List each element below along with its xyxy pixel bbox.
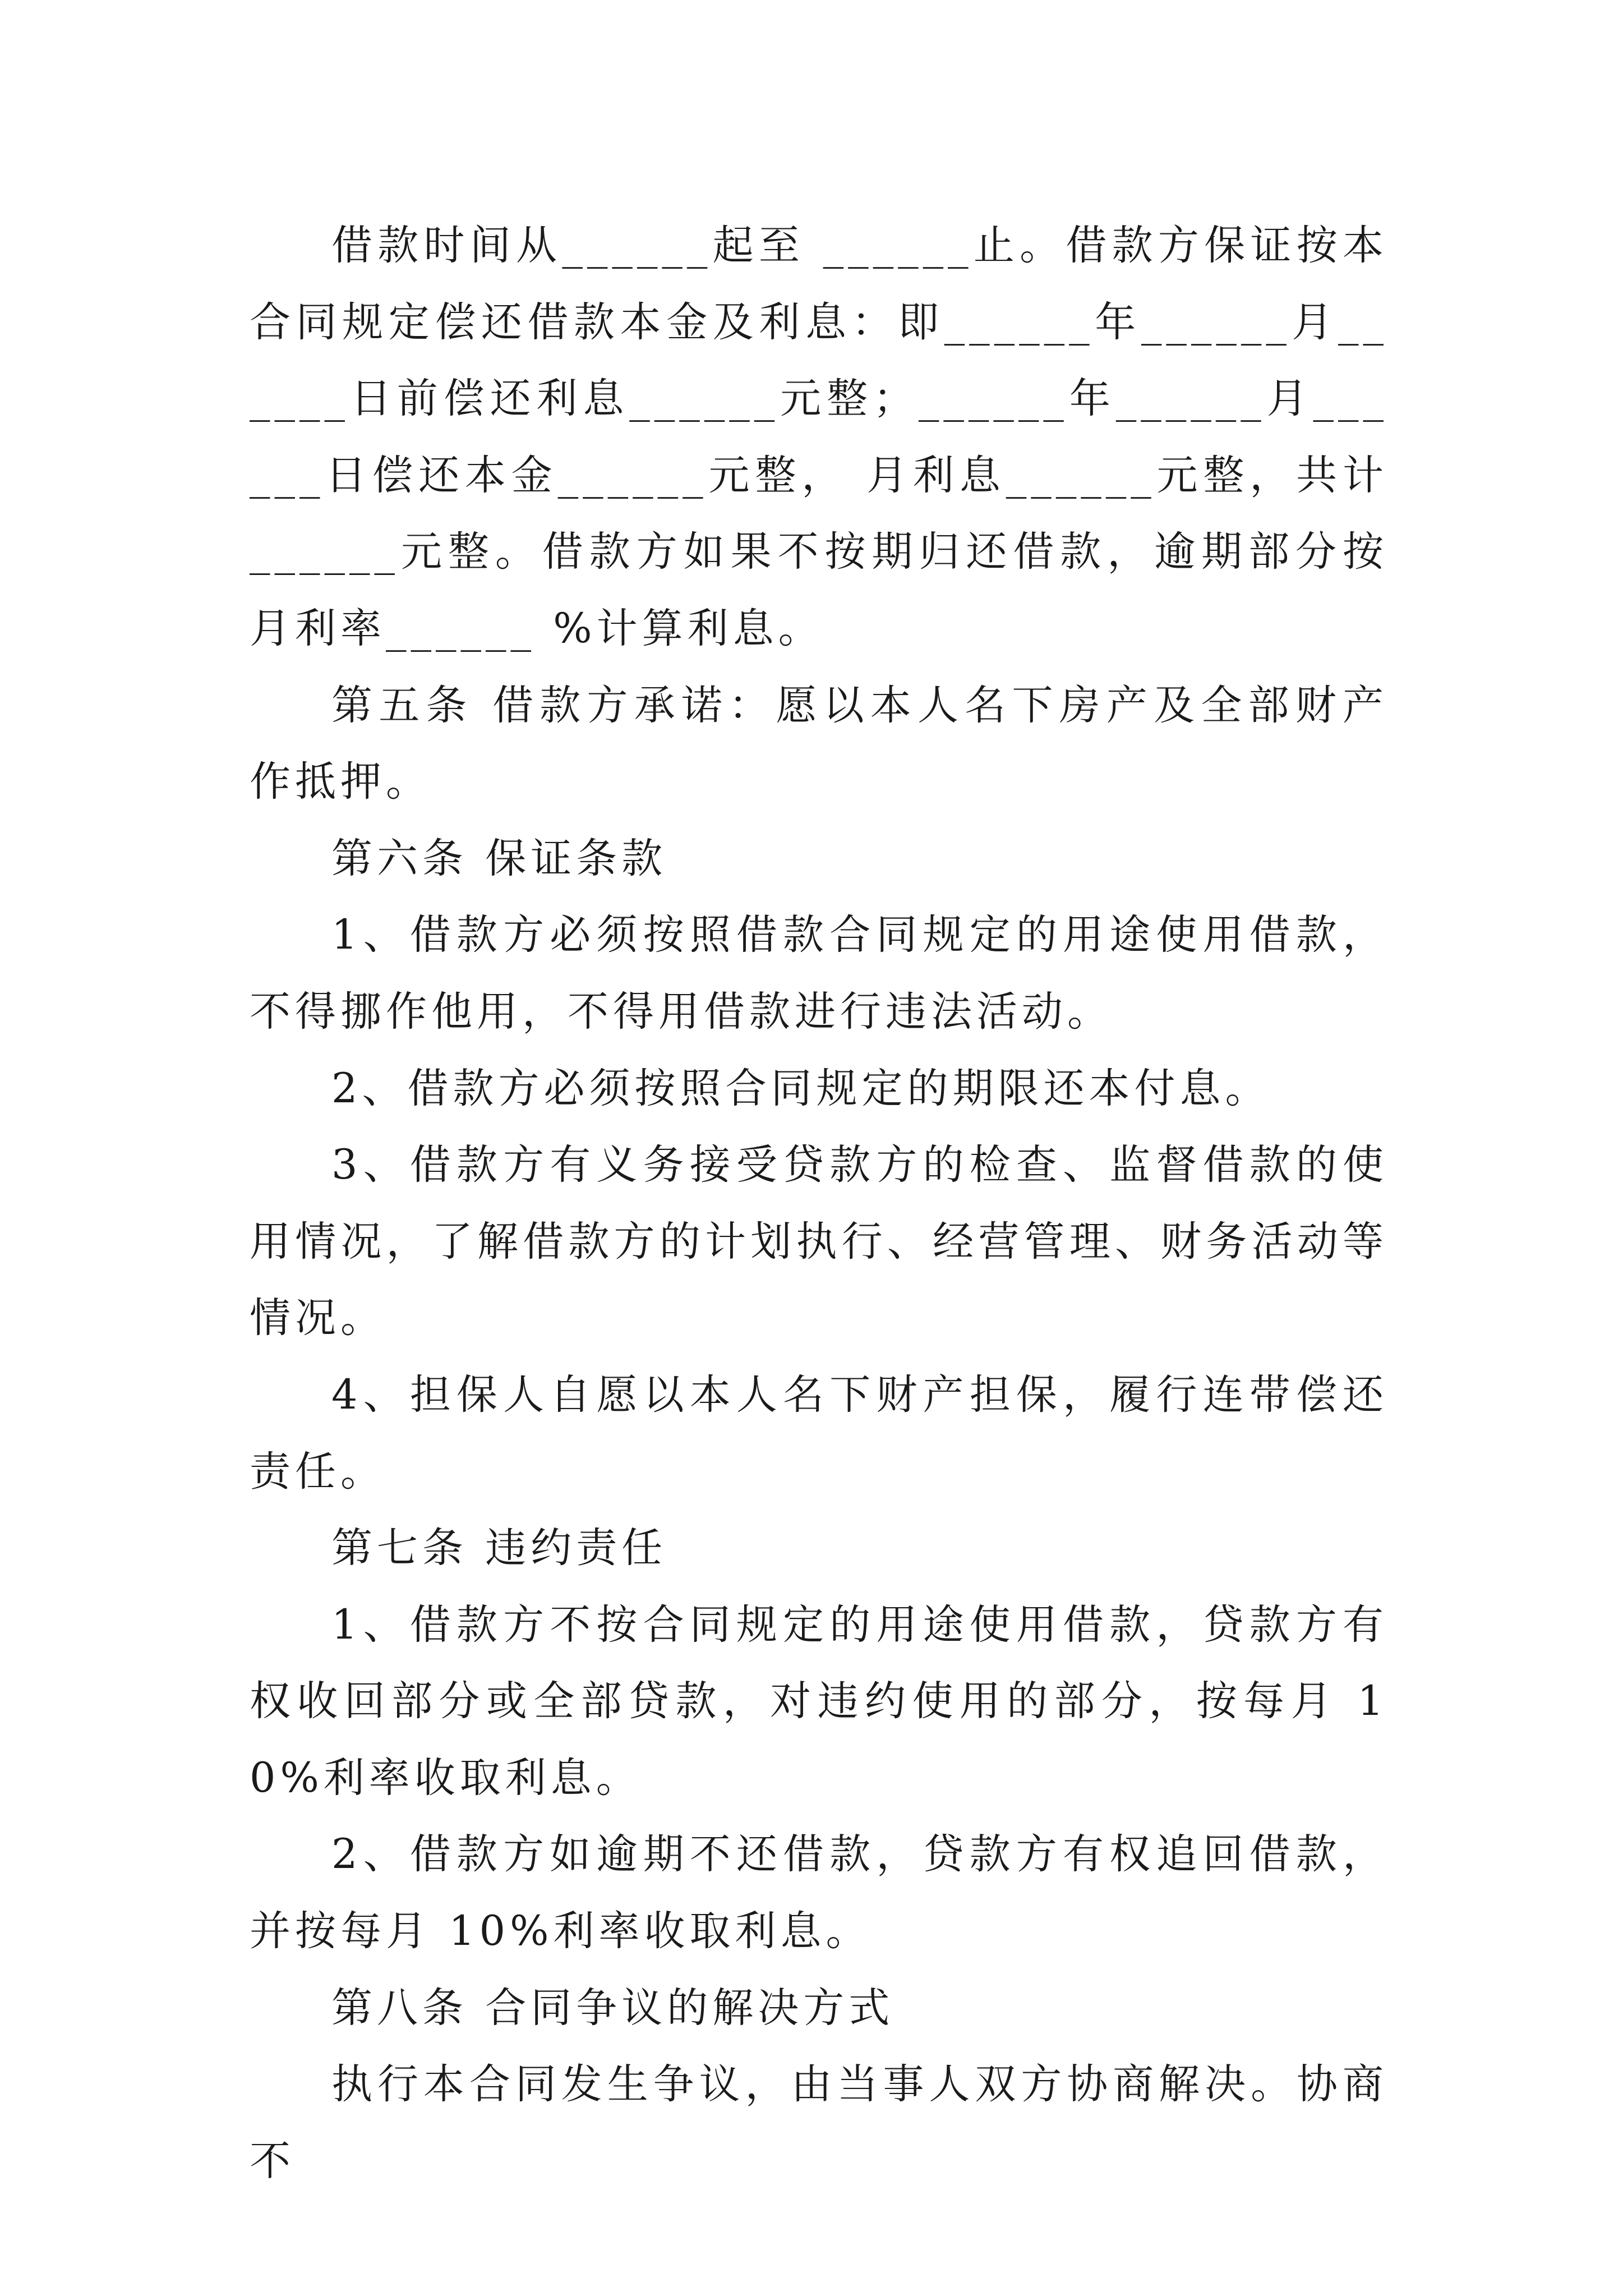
paragraph-liability-2: 2、借款方如逾期不还借款，贷款方有权追回借款，并按每月 10%利率收取利息。 (250, 1830, 1388, 1955)
paragraph-guarantee-2: 2、借款方必须按照合同规定的期限还本付息。 (331, 1064, 1271, 1112)
paragraph-guarantee-4: 4、担保人自愿以本人名下财产担保，履行连带偿还责任。 (250, 1370, 1388, 1496)
heading-article-6: 第六条 保证条款 (331, 834, 667, 882)
paragraph-liability-1: 1、借款方不按合同规定的用途使用借款，贷款方有权收回部分或全部贷款，对违约使用的部分，按每月 10%利率收取利息。 (250, 1600, 1388, 1802)
paragraph-dispute: 执行本合同发生争议，由当事人双方协商解决。协商不 (250, 2060, 1388, 2185)
paragraph-guarantee-1: 1、借款方必须按照借款合同规定的用途使用借款，不得挪作他用，不得用借款进行违法活动。 (250, 911, 1388, 1036)
heading-article-7: 第七条 违约责任 (331, 1524, 667, 1572)
paragraph-loan-term: 借款时间从______起至 ______止。借款方保证按本合同规定偿还借款本金及利息：即______年______月______日前偿还利息______元整；______年______月______日偿还本金______元整， 月利息______元整，共计______元整。借款方如果不按期归还借款，逾期部分按月利率______ %计算利息。 (250, 222, 1388, 652)
heading-article-8: 第八条 合同争议的解决方式 (331, 1984, 895, 2032)
paragraph-article-5: 第五条 借款方承诺：愿以本人名下房产及全部财产作抵押。 (250, 681, 1388, 806)
paragraph-guarantee-3: 3、借款方有义务接受贷款方的检查、监督借款的使用情况，了解借款方的计划执行、经营管理、财务活动等情况。 (250, 1141, 1388, 1342)
document-body (250, 208, 1388, 2200)
